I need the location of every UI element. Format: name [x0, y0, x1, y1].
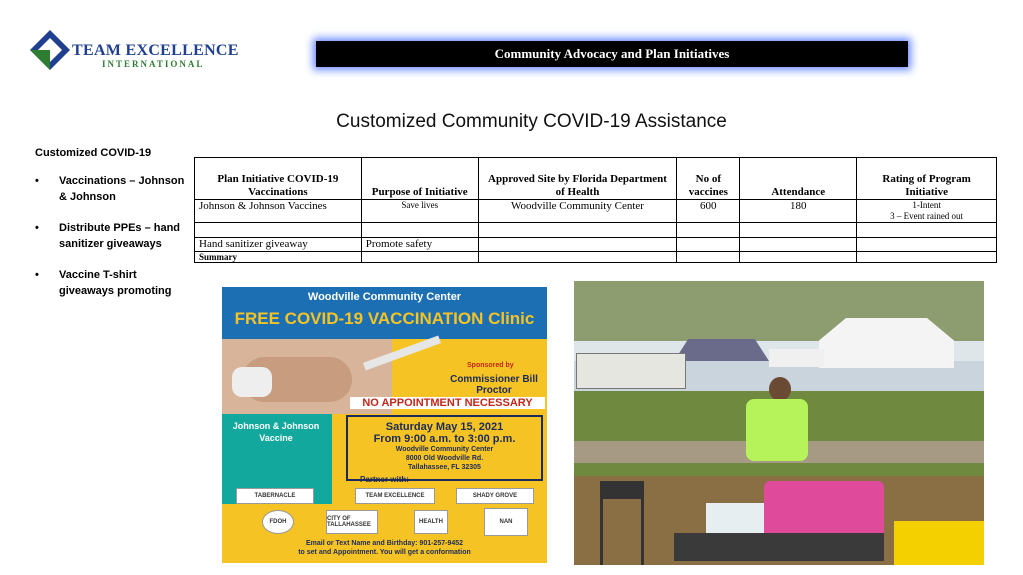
cell-initiative [195, 223, 362, 238]
partner-logo: FDOH [262, 510, 294, 534]
partner-logo: CITY OF TALLAHASSEE [326, 510, 378, 534]
flyer-vaccine-label: Johnson & Johnson Vaccine [232, 421, 320, 443]
flyer-address-3: Tallahassee, FL 32305 [408, 464, 481, 471]
tent-shape [674, 339, 769, 361]
flyer-time: From 9:00 a.m. to 3:00 p.m. [373, 433, 516, 445]
partner-logo: NAN [484, 508, 528, 536]
cell-vaccines [677, 223, 740, 238]
logo-name: TEAM EXCELLENCE [72, 42, 239, 59]
list-title: Customized COVID-19 [35, 147, 152, 159]
flyer-contact [222, 539, 547, 557]
cell-summary: Summary [195, 252, 362, 263]
tent-shape [819, 318, 954, 368]
partner-logo: SHADY GROVE [456, 488, 534, 504]
flyer-sponsored: Sponsored by [467, 362, 514, 369]
flyer-address-2: 8000 Old Woodville Rd. [405, 455, 484, 462]
initiatives-table [194, 157, 997, 263]
cell-attendance [740, 238, 857, 252]
cell-initiative: Hand sanitizer giveaway [195, 238, 362, 252]
flyer-partner-label: Partner with: [360, 475, 409, 484]
person-head [769, 377, 791, 401]
cell-purpose [361, 223, 478, 238]
vaccination-clinic-flyer [222, 287, 547, 563]
section-banner [316, 41, 908, 67]
glove-shape [232, 367, 272, 397]
header-attendance: Attendance [740, 158, 857, 200]
chair-shape [600, 481, 644, 565]
team-excellence-logo [28, 28, 239, 74]
header-purpose: Purpose of Initiative [361, 158, 478, 200]
cell-initiative: Johnson & Johnson Vaccines [195, 200, 362, 223]
partner-logo: TABERNACLE [236, 488, 314, 504]
table-row [195, 200, 997, 223]
flyer-date: Saturday May 15, 2021 [385, 421, 504, 433]
cell-site [478, 238, 677, 252]
flyer-venue: Woodville Community Center [307, 291, 462, 303]
tshirt-pile [764, 481, 884, 539]
flyer-address-1: Woodville Community Center [395, 446, 494, 453]
cell-purpose: Promote safety [361, 238, 478, 252]
cell-rating [857, 223, 997, 238]
cell-rating [857, 200, 997, 223]
list-item: • Vaccinations – Johnson & Johnson [35, 173, 185, 205]
cell-rating [857, 238, 997, 252]
header-approved-site: Approved Site by Florida Department of Health [478, 158, 677, 200]
table-shape [674, 533, 884, 561]
partner-logo: HEALTH [414, 510, 448, 534]
cell-vaccines: 600 [677, 200, 740, 223]
cell-site: Woodville Community Center [478, 200, 677, 223]
list-item: • Vaccine T-shirt giveaways promoting [35, 267, 185, 299]
rating-line-2: 3 – Event rained out [890, 211, 964, 221]
banner-title: Community Advocacy and Plan Initiatives [494, 46, 730, 61]
table-row [195, 252, 997, 263]
flyer-date-box [346, 415, 543, 481]
flyer-commissioner: Commissioner Bill Proctor [450, 374, 538, 396]
flyer-headline: FREE COVID-19 VACCINATION Clinic [234, 309, 535, 328]
cell-purpose: Save lives [361, 200, 478, 223]
cell-vaccines [677, 238, 740, 252]
flyer-contact-line-2: to set and Appointment. You will get a conformation [298, 549, 471, 556]
flyer-contact-line-1: Email or Text Name and Birthday: 901-257-9452 [305, 540, 464, 547]
header-plan-initiative: Plan Initiative COVID-19 Vaccinations [195, 158, 362, 200]
flyer-no-appointment: NO APPOINTMENT NECESSARY [350, 397, 545, 409]
table-row [195, 238, 997, 252]
header-no-vaccines: No of vaccines [677, 158, 740, 200]
tent-shape [769, 349, 824, 367]
market-sign [576, 353, 686, 389]
cell-attendance: 180 [740, 200, 857, 223]
cell-rating [857, 252, 997, 263]
diamond-logo-icon [28, 28, 72, 72]
event-photo [574, 281, 984, 565]
cell-site [478, 223, 677, 238]
cell-attendance [740, 223, 857, 238]
table-header-row [195, 158, 997, 200]
rating-line-1: 1-Intent [912, 200, 941, 210]
list-item: • Distribute PPEs – hand sanitizer giveaways [35, 220, 185, 252]
initiatives-list [35, 147, 185, 314]
cell-attendance [740, 252, 857, 263]
table-row [195, 223, 997, 238]
yellow-crate [894, 521, 984, 565]
logo-subtitle: INTERNATIONAL [102, 59, 205, 69]
page-title: Customized Community COVID-19 Assistance [336, 111, 727, 132]
cell-site [478, 252, 677, 263]
header-rating: Rating of Program Initiative [857, 158, 997, 200]
cell-vaccines [677, 252, 740, 263]
partner-logo: TEAM EXCELLENCE [355, 488, 435, 504]
person-shirt [746, 399, 808, 461]
cell-purpose [361, 252, 478, 263]
